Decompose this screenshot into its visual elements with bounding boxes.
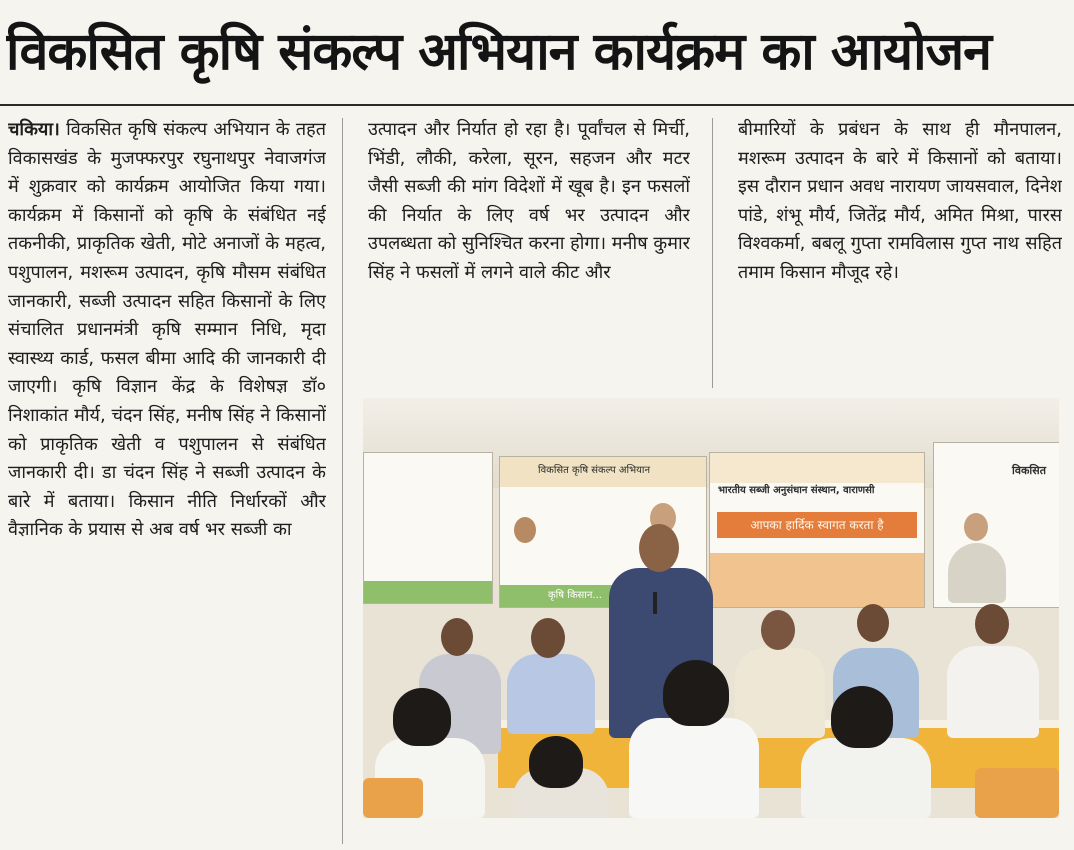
column-divider-2 [712,118,713,388]
audience-head [831,686,893,748]
article-column-2: उत्पादन और निर्यात हो रहा है। पूर्वांचल से मिर्ची, भिंडी, लौकी, करेला, सूरन, सहजन और मटर जैसी सब्जी की मांग विदेशों में खूब है। इन फसलों की निर्यात के लिए वर्ष भर उत्पादन और उपलब्धता को सुनिश्चित करना होगा। मनीष कुमार सिंह ने फसलों में लगने वाले कीट और [368,119,690,283]
panelist [507,654,595,734]
article-column-1-text: विकसित कृषि संकल्प अभियान के तहत विकासखंड के मुजफ्फरपुर रघुनाथपुर नेवाजगंज में शुक्रवार को कार्यक्रम आयोजित किया गया। कार्यक्रम में किसानों को कृषि के संबंधित नई तकनीकी, प्राकृतिक खेती, मोटे अनाजों के महत्व, पशुपालन, मशरूम उत्पादन, कृषि मौसम संबंधित जानकारी, सब्जी उत्पादन सहित किसानों के लिए संचालित प्रधानमंत्री कृषि सम्मान निधि, मृदा स्वास्थ्य कार्ड, फसल बीमा आदि की जानकारी दी जाएगी। कृषि विज्ञान केंद्र के विशेषज्ञ डॉ० निशाकांत मौर्य, चंदन सिंह, मनीष सिंह ने किसानों को प्राकृतिक खेती व पशुपालन से संबंधित जानकारी दी। डा चंदन सिंह ने सब्जी उत्पादन के बारे में बताया। किसान नीति निर्धारकों और वैज्ञानिक के प्रयास से अब वर्ष भर सब्जी का [8,119,326,541]
headline: विकसित कृषि संकल्प अभियान कार्यक्रम का आयोजन [6,22,992,82]
institute-name: भारतीय सब्जी अनुसंधान संस्थान, वाराणसी [718,485,875,496]
panelist-head [761,610,795,650]
audience-head [529,736,583,788]
panelist-head [441,618,473,656]
chair [363,778,423,818]
headline-rule [0,104,1074,106]
far-right-poster-title: विकसित [1012,464,1046,477]
welcome-banner: आपका हार्दिक स्वागत करता है [717,512,917,538]
speaker-head [639,524,679,572]
poster-footer: कृषि किसान... [548,590,602,601]
audience-head [393,688,451,746]
audience-head [663,660,729,726]
microphone [653,592,657,614]
article-column-3: बीमारियों के प्रबंधन के साथ ही मौनपालन, मशरूम उत्पादन के बारे में किसानों को बताया। इस दौरान प्रधान अवध नारायण जायसवाल, दिनेश पांडे, शंभू मौर्य, जितेंद्र मौर्य, अमित मिश्रा, पारस विश्वकर्मा, बबलू गुप्ता रामविलास गुप्त नाथ सहित तमाम किसान मौजूद रहे। [738,119,1062,283]
article-column-1 [8,116,326,846]
column-divider-1 [342,118,343,844]
poster-title: विकसित कृषि संकल्प अभियान [538,465,651,476]
audience-member [629,718,759,818]
banner-poster-left [363,452,493,604]
banner-poster-far-right [933,442,1059,608]
panelist-head [857,604,889,642]
event-photo [363,398,1059,818]
panelist [947,646,1039,738]
audience-member [801,738,931,818]
panelist-head [531,618,565,658]
panelist-head [975,604,1009,644]
dateline: चकिया। [8,119,60,140]
chair [975,768,1059,818]
